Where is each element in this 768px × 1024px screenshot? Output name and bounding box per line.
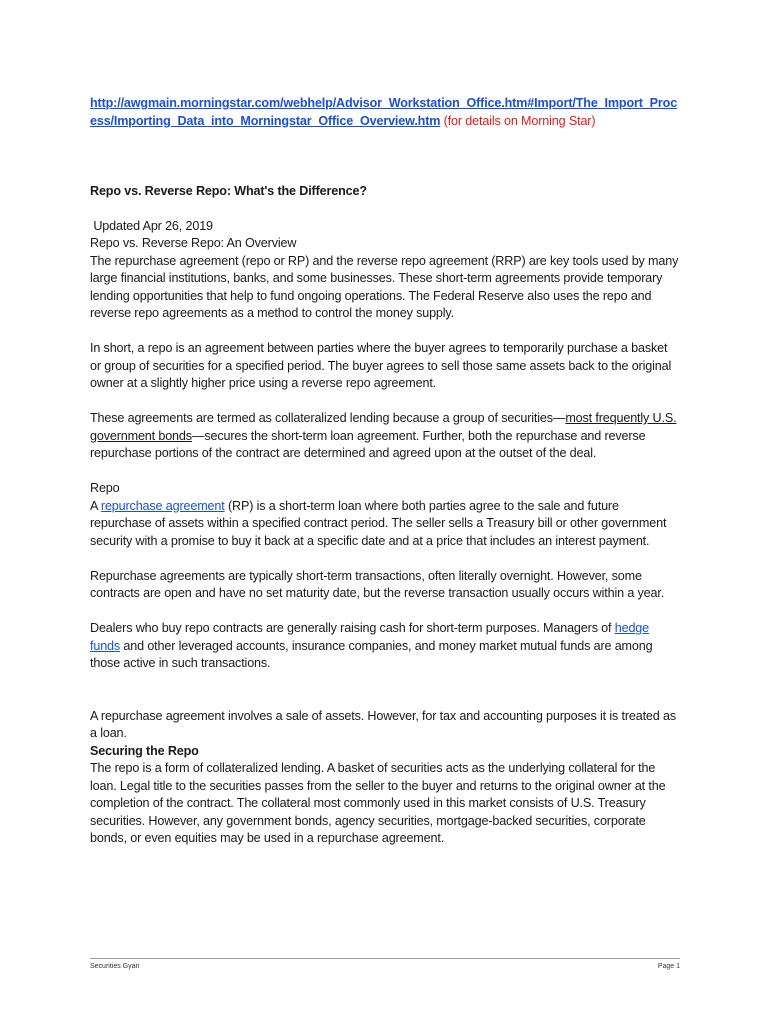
document-body <box>90 95 680 848</box>
paragraph-repo-definition: A repurchase agreement (RP) is a short-term loan where both parties agree to the sale and future repurchase of assets within a specified contract period. The seller sells a Treasury bill or other government security with a promise to buy it back at a specific date and at a price that includes an interest payment. <box>90 498 667 548</box>
repo-heading: Repo <box>90 481 120 495</box>
paragraph-securing: The repo is a form of collateralized lending. A basket of securities acts as the underlying collateral for the loan. Legal title to the securities passes from the seller to the buyer and returns to the original owner at the completion of the contract. The collateral most commonly used in this market consists of U.S. Treasury securities. However, any government bonds, agency securities, mortgage-backed securities, corporate bonds, or even equities may be used in a repurchase agreement. <box>90 761 666 845</box>
spacer <box>90 550 680 568</box>
spacer <box>90 200 680 218</box>
spacer <box>90 323 680 341</box>
morningstar-help-link[interactable]: http://awgmain.morningstar.com/webhelp/Advisor_Workstation_Office.htm#Import/The_Import_Proc ess/Importing_Data_into_Morningstar_Office_Overview.htm <box>90 96 678 128</box>
spacer <box>90 130 680 165</box>
hedge-funds-link[interactable]: hedge funds <box>90 621 650 653</box>
government-bonds-link[interactable]: most frequently U.S. government bonds <box>90 411 677 443</box>
article-title: Repo vs. Reverse Repo: What's the Difference? <box>90 183 367 198</box>
spacer <box>90 603 680 621</box>
paragraph-dealers: Dealers who buy repo contracts are generally raising cash for short-term purposes. Managers of hedge funds and other leveraged accounts, insurance companies, and money market mutual funds are among those active in such transactions. <box>90 621 653 670</box>
source-link-line <box>90 95 680 130</box>
paragraph-short-term: Repurchase agreements are typically short-term transactions, often literally overnight. However, some contracts are open and have no set maturity date, but the reverse transaction usually occurs within a year. <box>90 568 665 600</box>
securing-heading: Securing the Repo <box>90 743 199 758</box>
spacer <box>90 673 680 708</box>
spacer <box>90 393 680 411</box>
paragraph-overview: The repurchase agreement (repo or RP) and the reverse repo agreement (RRP) are key tools used by many large financial institutions, banks, and some businesses. These short-term agreements provide temporary lending opportunities that help to fund ongoing operations. The Federal Reserve also uses the repo and reverse repo agreements as a method to control the money supply. <box>90 253 679 320</box>
spacer <box>90 165 680 183</box>
page-footer <box>90 958 680 970</box>
spacer <box>90 463 680 481</box>
paragraph-in-short: In short, a repo is an agreement between parties where the buyer agrees to temporarily purchase a basket or group of securities for a specified period. The buyer agrees to sell those same assets back to the original owner at a slightly higher price using a reverse repo agreement. <box>90 341 672 390</box>
footer-page-number: Page 1 <box>657 963 680 970</box>
paragraph-collateralized: These agreements are termed as collateralized lending because a group of securities—most frequently U.S. government bonds—secures the short-term loan agreement. Further, both the repurchase and reverse repurchase portions of the contract are determined and agreed upon at the outset of the deal. <box>90 411 677 460</box>
footer-left-text: Securities Gyan <box>90 963 140 970</box>
updated-date: Updated Apr 26, 2019 <box>93 218 213 233</box>
paragraph-sale-of-assets: A repurchase agreement involves a sale of assets. However, for tax and accounting purposes it is treated as a loan. <box>90 708 676 740</box>
link-note: (for details on Morning Star) <box>443 113 596 128</box>
overview-heading: Repo vs. Reverse Repo: An Overview <box>90 236 297 250</box>
repurchase-agreement-link[interactable]: repurchase agreement <box>100 498 225 513</box>
